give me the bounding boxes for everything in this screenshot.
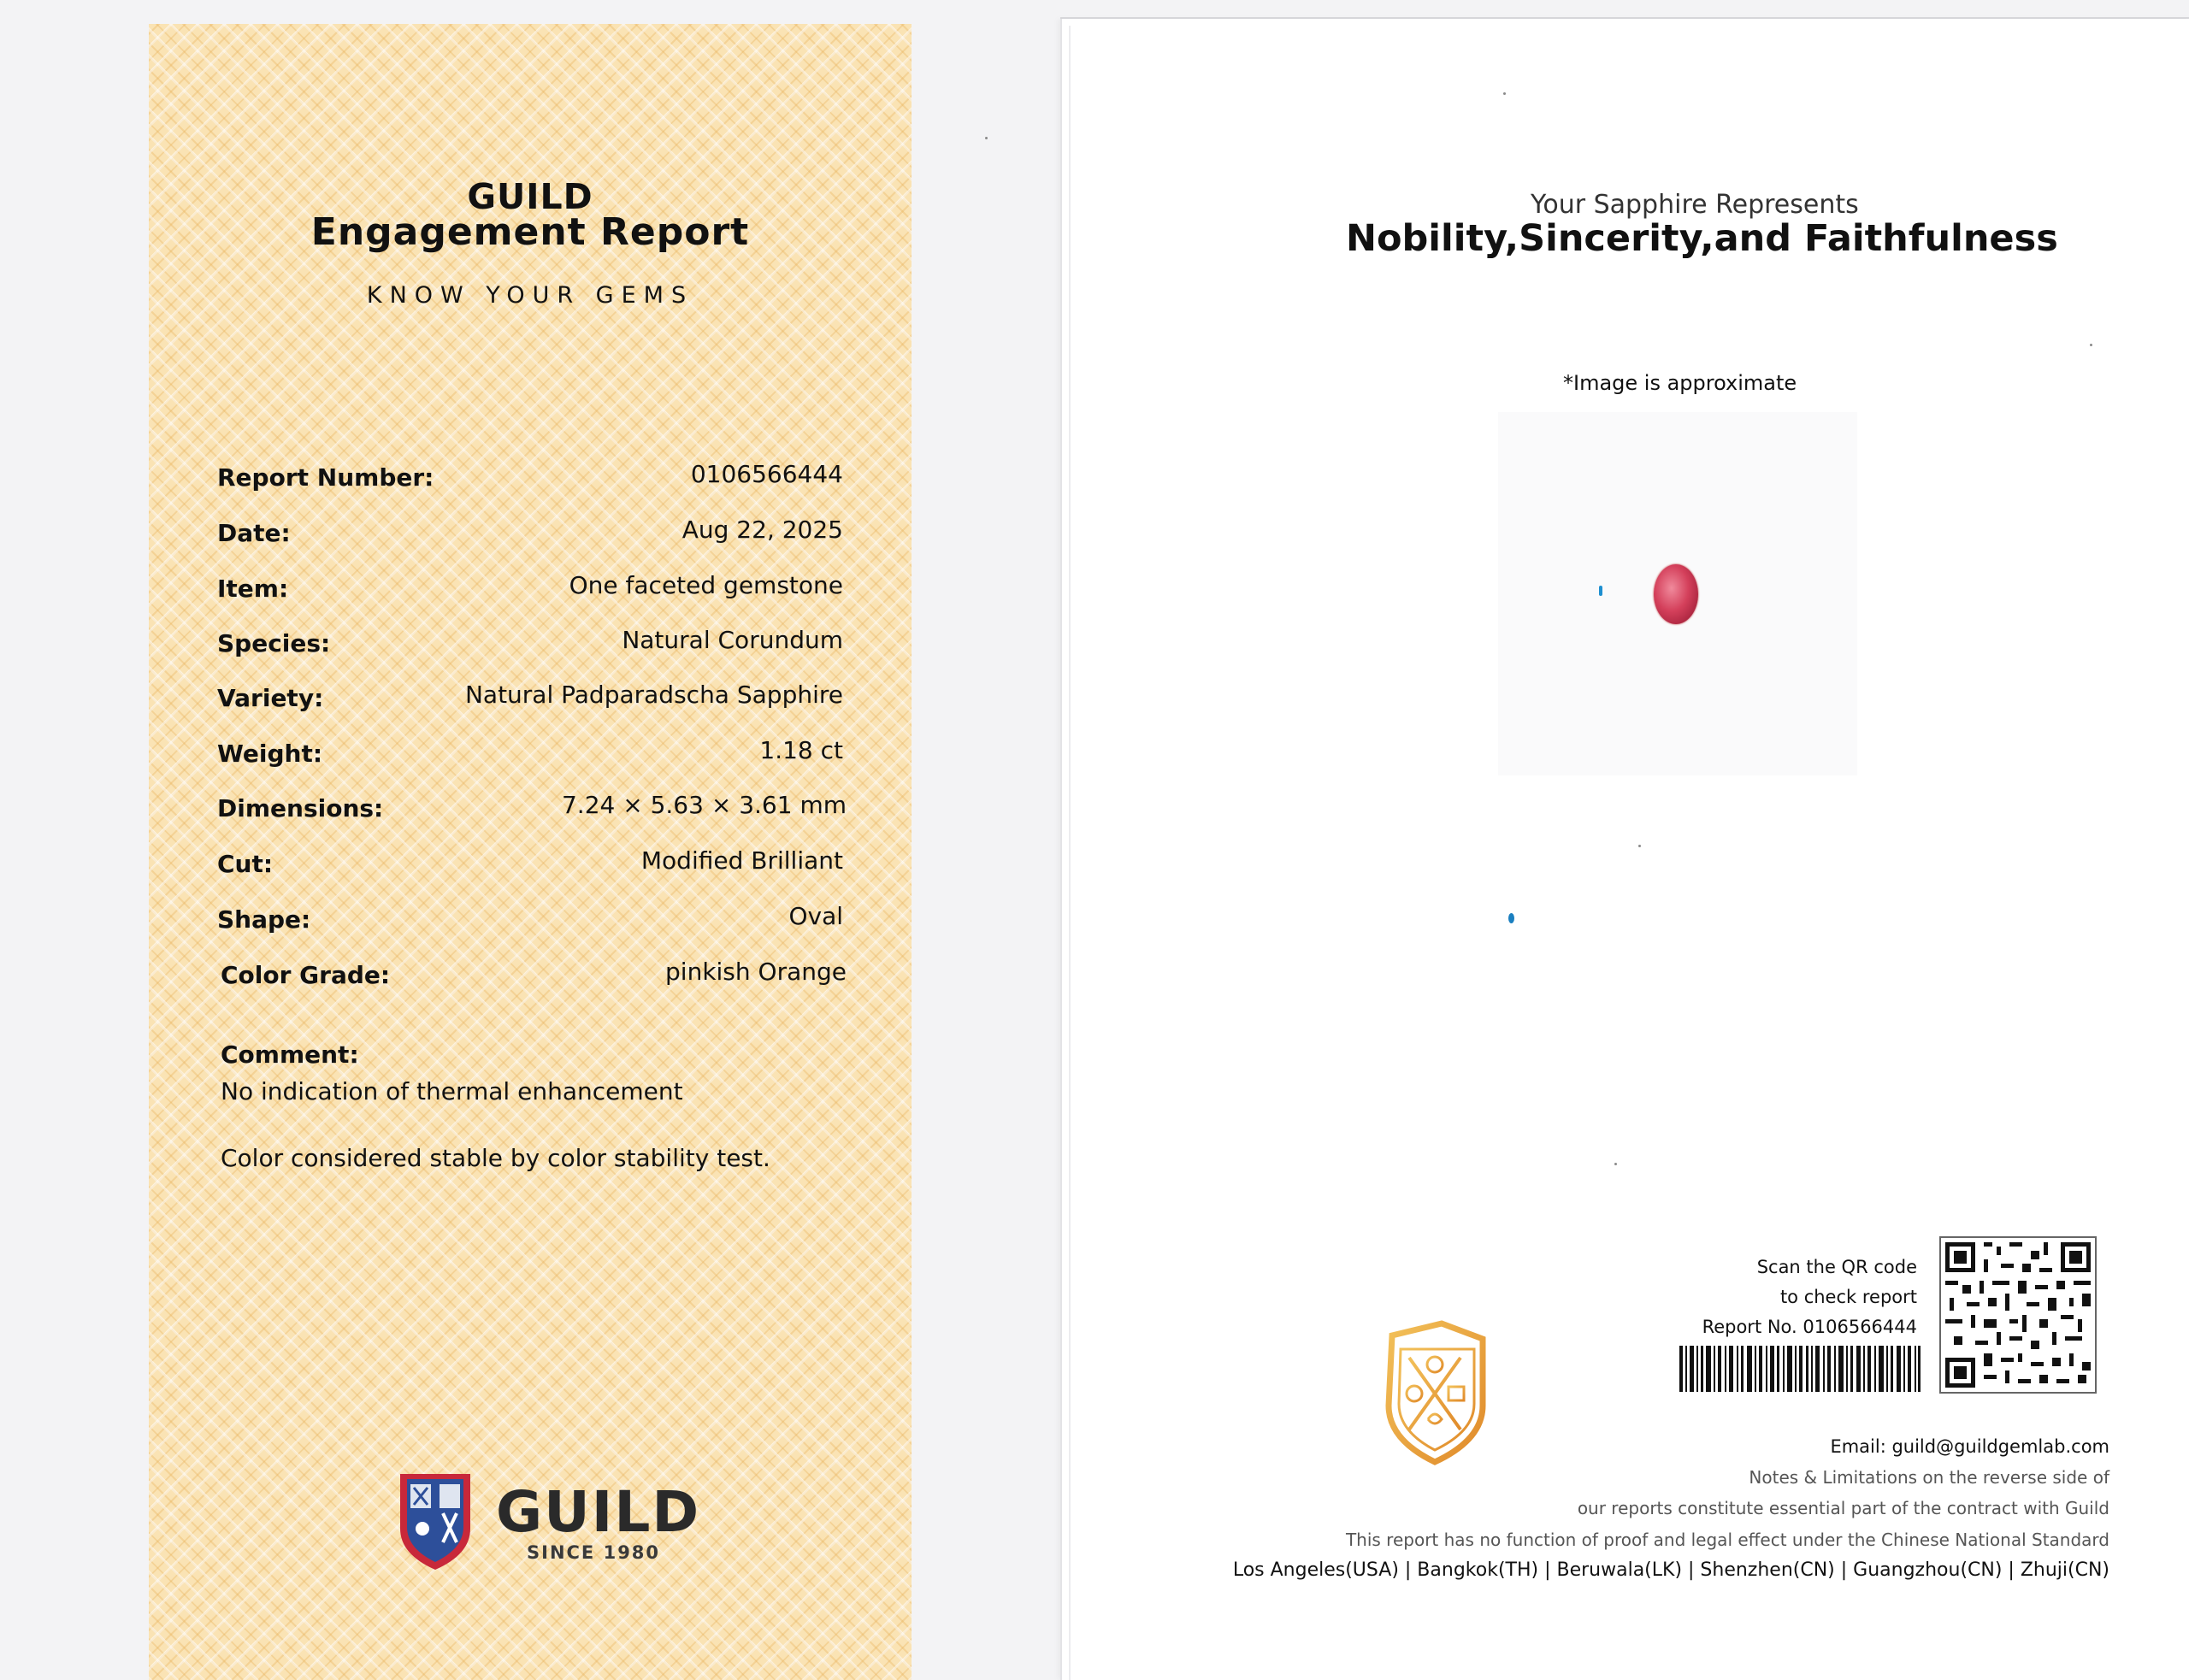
scan-dust (1503, 92, 1506, 95)
scan-instruction: to check report (1779, 1287, 1917, 1307)
qr-code-icon (1941, 1238, 2095, 1392)
field-label: Cut: (217, 850, 274, 878)
scan-speck (1508, 913, 1514, 923)
field-value: Aug 22, 2025 (681, 516, 843, 544)
field-label: Weight: (217, 740, 323, 768)
comment-line: No indication of thermal enhancement (221, 1077, 683, 1105)
field-value: 0106566444 (690, 460, 843, 488)
field-report-number (217, 460, 843, 501)
comment-label: Comment: (221, 1040, 359, 1069)
report-panel (149, 24, 912, 1680)
shield-icon (397, 1469, 474, 1571)
field-value: pinkish Orange (665, 958, 847, 986)
scan-dust (985, 137, 988, 139)
field-variety (217, 681, 843, 722)
field-value: Natural Padparadscha Sapphire (464, 681, 843, 709)
scan-instruction: Scan the QR code (1756, 1257, 1917, 1277)
field-label: Item: (217, 575, 289, 603)
field-value: 7.24 × 5.63 × 3.61 mm (561, 791, 847, 819)
field-weight (217, 736, 843, 777)
logo-wordmark: GUILD (496, 1479, 701, 1545)
field-shape (217, 902, 843, 943)
page-fold (1069, 26, 1071, 1680)
crest-icon (1382, 1320, 1493, 1465)
notes-line: This report has no function of proof and legal effect under the Chinese National Standard (1345, 1530, 2109, 1550)
field-value: One faceted gemstone (569, 571, 843, 599)
image-note: *Image is approximate (1563, 371, 1797, 395)
field-label: Date: (217, 519, 291, 547)
scan-dust (1614, 1163, 1617, 1165)
headline: Nobility,Sincerity,and Faithfulness (1346, 217, 2058, 260)
field-label: Report Number: (217, 463, 434, 492)
gemstone-photo (1654, 564, 1698, 624)
scan-speck (1599, 586, 1602, 596)
gem-image (1498, 412, 1857, 775)
logo-since: SINCE 1980 (527, 1542, 661, 1563)
notes-line: Notes & Limitations on the reverse side of (1749, 1467, 2109, 1488)
field-date (217, 516, 843, 557)
represents-label: Your Sapphire Represents (1531, 190, 1859, 220)
comment-line: Color considered stable by color stability test. (221, 1144, 770, 1172)
right-page (1060, 19, 2189, 1680)
field-label: Color Grade: (221, 961, 391, 989)
guild-logo (397, 1469, 701, 1580)
report-number-label: Report No. 0106566444 (1702, 1317, 1917, 1337)
field-label: Species: (217, 629, 331, 657)
field-label: Dimensions: (217, 794, 384, 822)
notes-line: our reports constitute essential part of the contract with Guild (1577, 1498, 2109, 1518)
field-color-grade (221, 958, 847, 999)
field-value: 1.18 ct (759, 736, 843, 764)
qr-code[interactable] (1939, 1236, 2097, 1394)
contact-email: Email: guild@guildgemlab.com (1830, 1436, 2109, 1457)
field-label: Shape: (217, 905, 311, 934)
field-dimensions (217, 791, 847, 832)
report-title-brand: GUILD (467, 176, 593, 217)
field-value: Natural Corundum (622, 626, 843, 654)
field-species (217, 626, 843, 667)
field-value: Modified Brilliant (640, 846, 843, 875)
scan-dust (2090, 344, 2092, 346)
scan-dust (1638, 845, 1641, 847)
field-label: Variety: (217, 684, 324, 712)
field-cut (217, 846, 843, 887)
lab-locations: Los Angeles(USA) | Bangkok(TH) | Beruwala(LK) | Shenzhen(CN) | Guangzhou(CN) | Zhuji(CN) (1232, 1559, 2109, 1581)
field-value: Oval (788, 902, 843, 930)
barcode-icon (1679, 1346, 1921, 1392)
report-tagline: KNOW YOUR GEMS (366, 282, 694, 309)
field-item (217, 571, 843, 612)
report-title: Engagement Report (310, 210, 750, 254)
